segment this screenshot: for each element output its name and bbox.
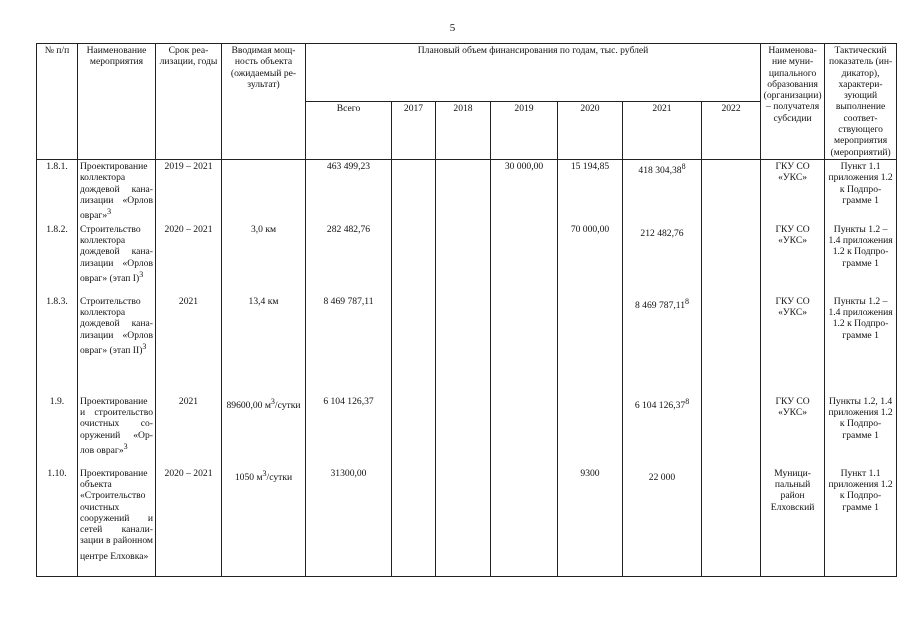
row-y2022 — [702, 395, 761, 467]
header-total: Всего — [306, 101, 392, 159]
row-num: 1.8.1. — [37, 159, 78, 222]
header-year: 2022 — [702, 101, 761, 159]
row-y2021 — [623, 467, 702, 577]
row-period: 2020 – 2021 — [156, 223, 222, 295]
row-period: 2020 – 2021 — [156, 467, 222, 577]
row-y2019 — [491, 395, 558, 467]
row-y2017 — [392, 395, 436, 467]
row-period: 2021 — [156, 395, 222, 467]
row-capacity — [222, 159, 306, 222]
row-capacity-unit: /сутки — [274, 399, 301, 411]
row-total: 6 104 126,37 — [306, 395, 392, 467]
row-y2019: 30 000,00 — [491, 159, 558, 222]
header-period: Срок реализации, годы — [156, 44, 222, 160]
row-name-text: Строительство коллектора дождевой канализации «Орлов овраг» (этап I) — [80, 223, 153, 285]
funding-plan-table — [36, 43, 897, 577]
row-y2019 — [491, 223, 558, 295]
row-indicator: Пункты 1.2 – 1.4 приложения 1.2 к Подпрограмме 1 — [825, 295, 897, 395]
row-capacity-value: 89600,00 м — [226, 399, 271, 411]
row-y2021-value: 8 469 787,11 — [634, 299, 685, 311]
row-indicator: Пункт 1.1 приложения 1.2 к Подпрограмме 1 — [825, 467, 897, 577]
row-y2020 — [558, 295, 623, 395]
row-y2021 — [623, 295, 702, 395]
row-y2021-value: 212 482,76 — [640, 227, 684, 239]
row-y2021-value: 418 304,38 — [638, 165, 682, 177]
header-indicator: Тактический показатель (индикатор), характеризующий выполнение соответствующего мероприятия (мероприятий) — [825, 44, 897, 160]
table-row — [37, 295, 897, 395]
row-period: 2019 – 2021 — [156, 159, 222, 222]
row-capacity: 13,4 км — [222, 295, 306, 395]
table-row — [37, 467, 897, 577]
row-y2022 — [702, 223, 761, 295]
row-total: 463 499,23 — [306, 159, 392, 222]
row-indicator: Пункты 1.2, 1.4 приложения 1.2 к Подпрограмме 1 — [825, 395, 897, 467]
row-name — [78, 223, 156, 295]
row-recipient: ГКУ СО «УКС» — [761, 395, 825, 467]
row-y2022 — [702, 295, 761, 395]
row-recipient: ГКУ СО «УКС» — [761, 223, 825, 295]
row-y2019 — [491, 295, 558, 395]
header-year: 2020 — [558, 101, 623, 159]
row-y2020: 15 194,85 — [558, 159, 623, 222]
footnote-mark: 8 — [681, 161, 686, 171]
row-y2021 — [623, 159, 702, 222]
row-y2017 — [392, 467, 436, 577]
row-y2018 — [436, 467, 491, 577]
row-y2017 — [392, 223, 436, 295]
table-row — [37, 395, 897, 467]
header-recipient: Наименование муниципального образования (организации) – получателя субсидии — [761, 44, 825, 160]
header-year: 2019 — [491, 101, 558, 159]
row-recipient: ГКУ СО «УКС» — [761, 159, 825, 222]
unit-exponent: 3 — [262, 468, 267, 478]
row-y2020: 70 000,00 — [558, 223, 623, 295]
row-y2018 — [436, 395, 491, 467]
row-capacity-value: 1050 м — [234, 471, 263, 483]
row-y2021-value: 6 104 126,37 — [634, 399, 686, 411]
header-name: Наименование мероприятия — [78, 44, 156, 160]
row-y2020: 9300 — [558, 467, 623, 577]
row-capacity-unit: /сутки — [266, 471, 293, 483]
row-y2018 — [436, 159, 491, 222]
row-name-text: Проектирование коллектора дождевой канализации «Орлов овраг» — [80, 160, 153, 222]
row-name — [78, 159, 156, 222]
header-year: 2021 — [623, 101, 702, 159]
row-y2018 — [436, 295, 491, 395]
table-row — [37, 159, 897, 222]
row-capacity — [222, 395, 306, 467]
row-y2018 — [436, 223, 491, 295]
row-y2022 — [702, 467, 761, 577]
row-indicator: Пункт 1.1 приложения 1.2 к Подпрограмме 1 — [825, 159, 897, 222]
row-y2021 — [623, 223, 702, 295]
row-num: 1.8.2. — [37, 223, 78, 295]
row-name — [78, 467, 156, 577]
row-num: 1.10. — [37, 467, 78, 577]
row-name-text: Проектирование объекта «Строительство очистных сооружений и сетей канализации в районном центре Елховка» — [80, 467, 153, 562]
footnote-mark: 3 — [123, 441, 128, 451]
footnote-mark: 8 — [685, 396, 690, 406]
page-number: 5 — [449, 22, 456, 34]
header-year: 2018 — [436, 101, 491, 159]
row-total: 282 482,76 — [306, 223, 392, 295]
row-y2020 — [558, 395, 623, 467]
row-recipient: ГКУ СО «УКС» — [761, 295, 825, 395]
header-num: № п/п — [37, 44, 78, 160]
row-y2021-value: 22 000 — [648, 471, 676, 483]
row-y2019 — [491, 467, 558, 577]
table-header-row — [37, 44, 897, 102]
row-y2021 — [623, 395, 702, 467]
row-name-text: Проектирование и строительство очистных сооружений «Орлов овраг» — [80, 395, 153, 457]
row-total: 31300,00 — [306, 467, 392, 577]
header-capacity: Вводимая мощность объекта (ожидаемый результат) — [222, 44, 306, 160]
header-year: 2017 — [392, 101, 436, 159]
header-funding-group: Плановый объем финансирования по годам, тыс. рублей — [306, 44, 761, 102]
row-name — [78, 395, 156, 467]
row-name — [78, 295, 156, 395]
row-num: 1.9. — [37, 395, 78, 467]
row-capacity: 3,0 км — [222, 223, 306, 295]
footnote-mark: 3 — [107, 207, 112, 217]
row-indicator: Пункты 1.2 – 1.4 приложения 1.2 к Подпрограмме 1 — [825, 223, 897, 295]
row-total: 8 469 787,11 — [306, 295, 392, 395]
footnote-mark: 3 — [142, 341, 147, 351]
row-y2017 — [392, 295, 436, 395]
row-period: 2021 — [156, 295, 222, 395]
row-num: 1.8.3. — [37, 295, 78, 395]
row-y2022 — [702, 159, 761, 222]
table-row — [37, 223, 897, 295]
row-y2017 — [392, 159, 436, 222]
footnote-mark: 3 — [139, 269, 144, 279]
unit-exponent: 3 — [270, 396, 275, 406]
row-name-text: Строительство коллектора дождевой канализации «Орлов овраг» (этап II) — [80, 295, 153, 357]
footnote-mark: 8 — [685, 296, 689, 306]
row-recipient: Муниципальный район Елховский — [761, 467, 825, 577]
row-capacity — [222, 467, 306, 577]
